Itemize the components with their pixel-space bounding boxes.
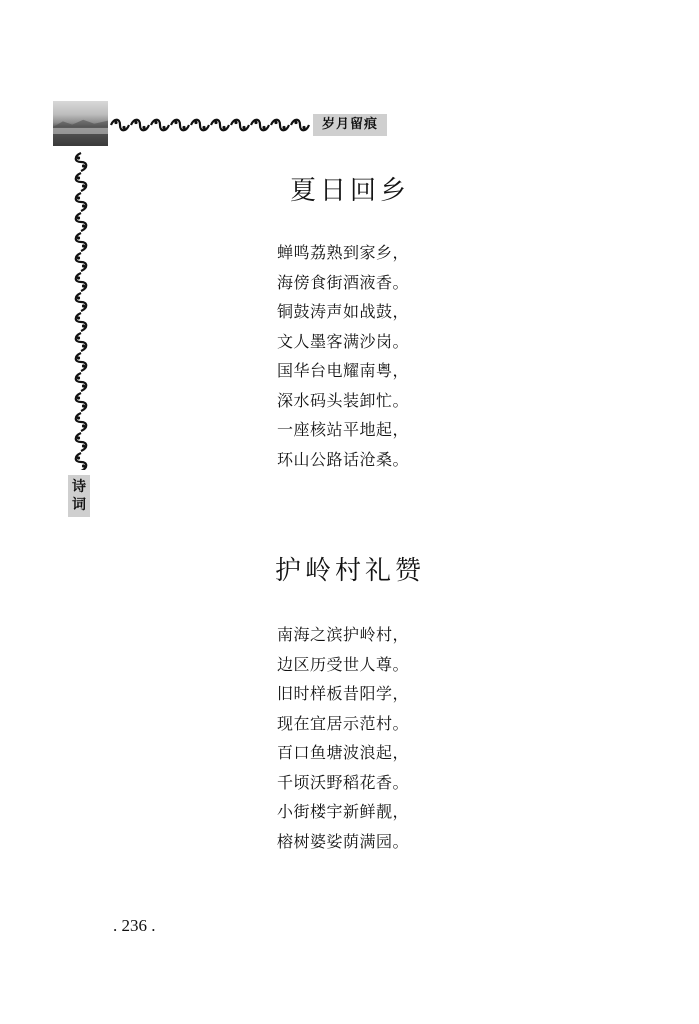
poem-body: [277, 620, 409, 856]
poem-line: 南海之滨护岭村，: [277, 625, 410, 644]
poem-line: 千顷沃野稻花香。: [277, 772, 410, 792]
photo-water: [53, 128, 108, 134]
poem-line: 现在宜居示范村。: [277, 713, 410, 733]
poem-body: [277, 238, 409, 474]
poem-line: 国华台电耀南粤，: [277, 361, 410, 380]
poem-line: 旧时样板昔阳学，: [277, 684, 410, 703]
poem-line: 海傍食街酒液香。: [277, 272, 410, 292]
category-tab: 诗词: [68, 475, 90, 517]
poem-title: 护岭村礼赞: [274, 556, 425, 586]
left-ornamental-border: [73, 152, 89, 470]
section-tag: 岁月留痕: [313, 114, 387, 136]
poem-line: 深水码头装卸忙。: [277, 390, 410, 410]
poem-line: 百口鱼塘波浪起，: [277, 743, 410, 762]
poem-line: 蝉鸣荔熟到家乡，: [277, 243, 410, 262]
poem-line: 文人墨客满沙岗。: [277, 331, 410, 351]
poem-title: 夏日回乡: [290, 176, 411, 206]
poem-line: 边区历受世人尊。: [277, 654, 410, 674]
top-ornamental-border: [110, 117, 310, 133]
photo-mountains: [53, 119, 108, 127]
poem-line: 榕树婆娑荫满园。: [277, 831, 410, 851]
poem-line: 铜鼓涛声如战鼓，: [277, 302, 410, 321]
poem-line: 小街楼宇新鲜靓，: [277, 802, 410, 821]
poem-line: 环山公路话沧桑。: [277, 449, 410, 469]
page-number: . 236 .: [113, 916, 156, 935]
header-landscape-photo: [53, 101, 108, 146]
poem-line: 一座核站平地起，: [277, 420, 410, 439]
